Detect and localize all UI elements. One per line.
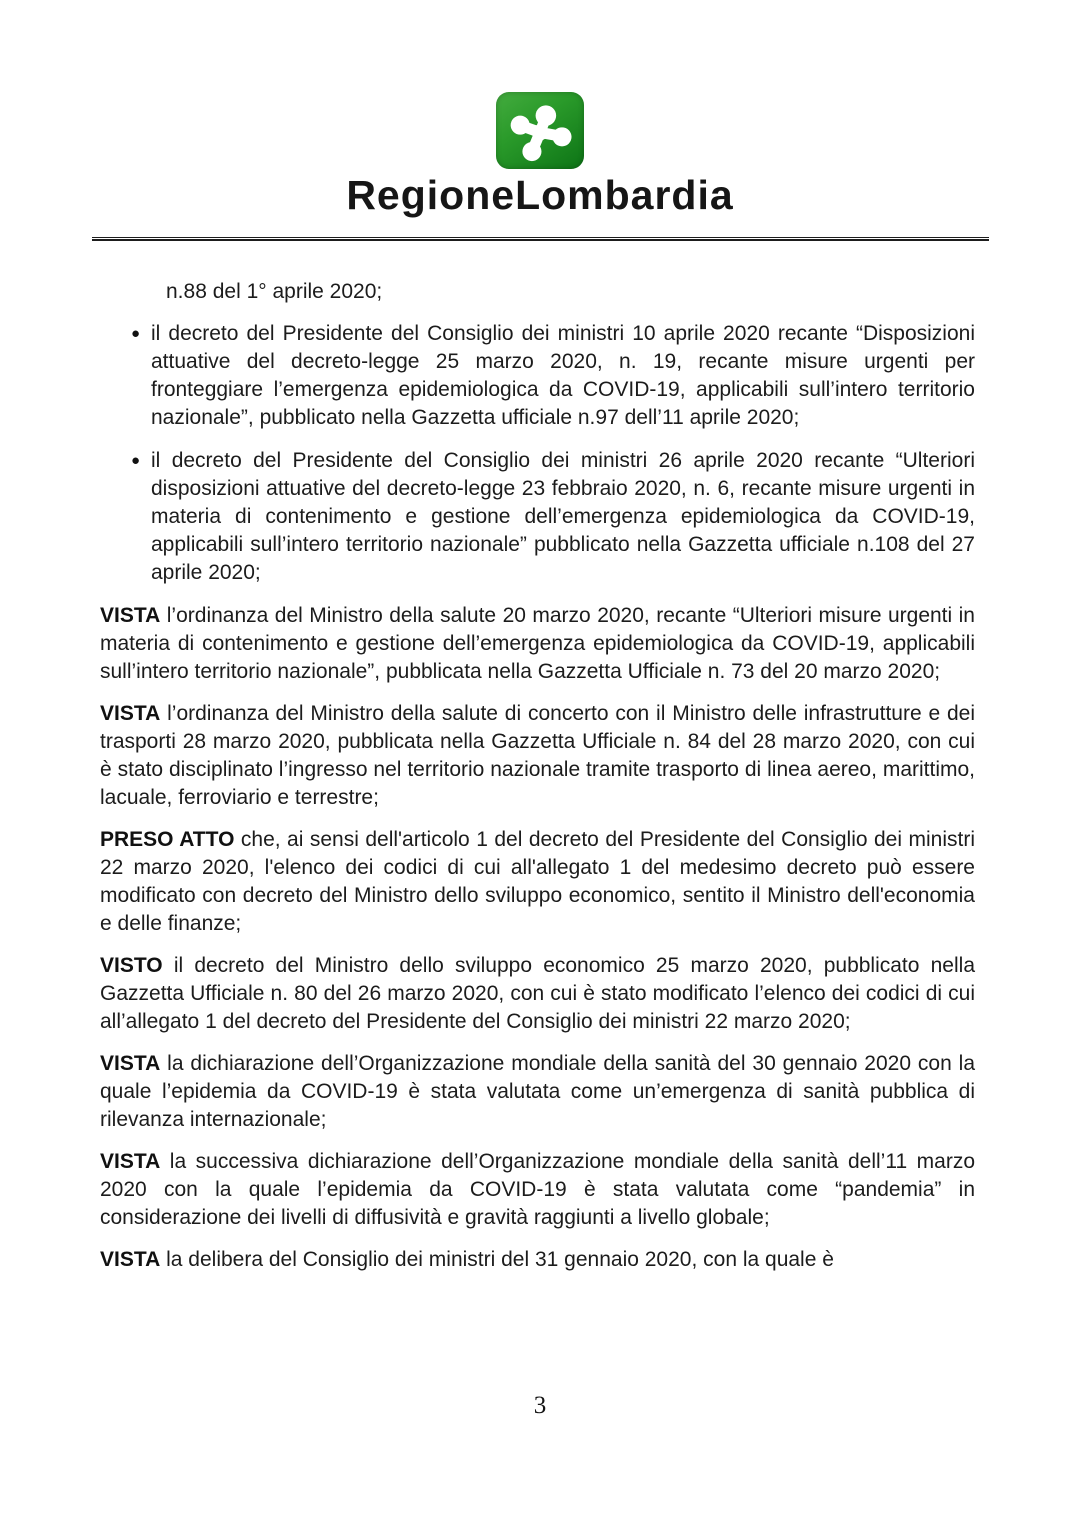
paragraph-text: l’ordinanza del Ministro della salute di concerto con il Ministro delle infrastrutture e dei trasporti 28 marzo 2020, pubblicata nella Gazzetta Ufficiale n. 84 del 28 marzo 2020, con cui è stato disciplinato l’ingresso nel territorio nazionale tramite trasporto di linea aereo, marittimo, lacuale, ferroviario e terrestre; xyxy=(100,702,975,809)
paragraph-lead: VISTO xyxy=(100,954,163,977)
document-header xyxy=(0,92,1080,241)
paragraph-lead: PRESO ATTO xyxy=(100,828,235,851)
regione-lombardia-logo xyxy=(496,92,584,169)
paragraph-continuation: n.88 del 1° aprile 2020; xyxy=(166,280,383,303)
paragraph-text: la successiva dichiarazione dell’Organizzazione mondiale della sanità dell’11 marzo 2020 con la quale l’epidemia da COVID-19 è stata valutata come “pandemia” in considerazione dei livelli di diffusività e gravità raggiunti a livello globale; xyxy=(100,1150,975,1229)
header-divider xyxy=(92,237,989,241)
paragraph-vista-ordinanza-20-marzo xyxy=(100,602,975,686)
brand-wordmark: RegioneLombardia xyxy=(346,172,734,218)
paragraph-text: la delibera del Consiglio dei ministri del 31 gennaio 2020, con la quale è xyxy=(160,1248,834,1271)
document-body xyxy=(100,278,975,1274)
paragraph-lead: VISTA xyxy=(100,702,161,725)
rosa-camuna-icon xyxy=(503,98,577,164)
paragraph-visto-decreto-sviluppo xyxy=(100,952,975,1036)
paragraph-text: la dichiarazione dell’Organizzazione mondiale della sanità del 30 gennaio 2020 con la quale l’epidemia da COVID-19 è stata valutata come un’emergenza di sanità pubblica di rilevanza internazionale; xyxy=(100,1052,975,1131)
bullet-text: il decreto del Presidente del Consiglio dei ministri 10 aprile 2020 recante “Disposizioni attuative del decreto-legge 25 marzo 2020, n. 19, recante misure urgenti per fronteggiare l’emergenza epidemiologica da COVID-19, applicabili sull’intero territorio nazionale”, pubblicato nella Gazzetta ufficiale n.97 dell’11 aprile 2020; xyxy=(151,322,975,429)
paragraph-text: che, ai sensi dell'articolo 1 del decreto del Presidente del Consiglio dei ministri 22 marzo 2020, l'elenco dei codici di cui all'allegato 1 del medesimo decreto può essere modificato con decreto del Ministro dello sviluppo economico, sentito il Ministro dell'economia e delle finanze; xyxy=(100,828,975,935)
paragraph-vista-delibera xyxy=(100,1246,975,1274)
bullet-text: il decreto del Presidente del Consiglio dei ministri 26 aprile 2020 recante “Ulteriori disposizioni attuative del decreto-legge 23 febbraio 2020, n. 6, recante misure urgenti in materia di contenimento e gestione dell’emergenza epidemiologica da COVID-19, applicabili sull’intero territorio nazionale” pubblicato nella Gazzetta ufficiale n.108 del 27 aprile 2020; xyxy=(151,449,975,584)
paragraph-vista-ordinanza-28-marzo xyxy=(100,700,975,812)
page-number: 3 xyxy=(533,1392,547,1419)
paragraph-vista-pandemia xyxy=(100,1148,975,1232)
paragraph-text: il decreto del Ministro dello sviluppo economico 25 marzo 2020, pubblicato nella Gazzetta Ufficiale n. 80 del 26 marzo 2020, con cui è stato modificato l’elenco dei codici di cui all’allegato 1 del decreto del Presidente del Consiglio dei ministri 22 marzo 2020; xyxy=(100,954,975,1033)
paragraph-lead: VISTA xyxy=(100,1052,161,1075)
paragraph-text: l’ordinanza del Ministro della salute 20 marzo 2020, recante “Ulteriori misure urgenti in materia di contenimento e gestione dell’emergenza epidemiologica da COVID-19, applicabili sull’intero territorio nazionale”, pubblicata nella Gazzetta Ufficiale n. 73 del 20 marzo 2020; xyxy=(100,604,975,683)
bullet-icon: ● xyxy=(131,452,141,469)
paragraph-preso-atto xyxy=(100,826,975,938)
paragraph-vista-dichiarazione-oms xyxy=(100,1050,975,1134)
bullet-icon: ● xyxy=(131,325,141,342)
paragraph-lead: VISTA xyxy=(100,1150,161,1173)
paragraph-lead: VISTA xyxy=(100,604,161,627)
bullet-item xyxy=(131,320,975,432)
bullet-item xyxy=(131,447,975,587)
paragraph-lead: VISTA xyxy=(100,1248,161,1271)
